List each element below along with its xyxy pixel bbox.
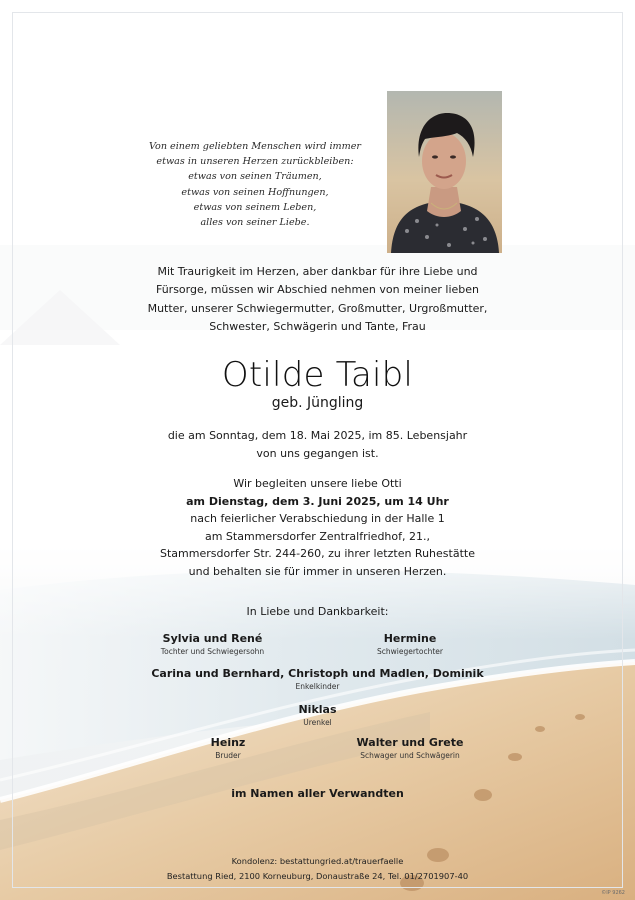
funeral-line: Stammersdorfer Str. 244-260, zu ihrer letzten Ruhestätte [160, 547, 475, 561]
mourner-entry [345, 736, 475, 761]
funeral-line: am Stammersdorfer Zentralfriedhof, 21., [204, 529, 430, 543]
funeral-home-address: Bestattung Ried, 2100 Korneuburg, Donaustraße 24, Tel. 01/2701907-40 [166, 870, 469, 881]
birth-name: geb. Jüngling [271, 395, 364, 411]
mourner-relation: Urenkel [303, 718, 332, 727]
funeral-line: und behalten sie für immer in unseren Herzen. [188, 564, 447, 578]
mourner-entry [100, 667, 535, 692]
mourner-name: Sylvia und René [162, 632, 263, 645]
condolence-link[interactable]: Kondolenz: bestattungried.at/trauerfaelle [231, 856, 404, 866]
mourner-name: Hermine [383, 632, 437, 645]
funeral-line: nach feierlicher Verabschiedung in der Halle 1 [190, 512, 445, 526]
mourner-name: Niklas [298, 703, 337, 716]
funeral-date-time: am Dienstag, dem 3. Juni 2025, um 14 Uhr [186, 494, 449, 508]
mourner-entry [150, 632, 275, 657]
intro-line: Schwester, Schwägerin und Tante, Frau [209, 319, 426, 333]
intro-text [100, 263, 535, 336]
poem-line: etwas von seinen Träumen, [188, 171, 322, 183]
mourner-entry [100, 703, 535, 728]
mourner-name: Heinz [210, 736, 246, 749]
mourner-relation: Enkelkinder [295, 682, 340, 691]
poem-line: alles von seiner Liebe. [200, 217, 310, 229]
mourner-relation: Schwager und Schwägerin [360, 751, 460, 760]
template-code: ©IP 9262 [601, 890, 625, 896]
mourner-name: Carina und Bernhard, Christoph und Madlen, Dominik [151, 667, 484, 680]
mourner-relation: Bruder [215, 751, 241, 760]
mourner-entry [350, 632, 470, 657]
intro-line: Mutter, unserer Schwiegermutter, Großmutter, Urgroßmutter, [147, 301, 488, 315]
poem-line: Von einem geliebten Menschen wird immer [149, 141, 361, 152]
intro-line: Mit Traurigkeit im Herzen, aber dankbar für ihre Liebe und [157, 265, 478, 278]
poem-line: etwas von seinem Leben, [193, 201, 317, 213]
closing-line: im Namen aller Verwandten [231, 787, 404, 800]
mourner-relation: Tochter und Schwiegersohn [160, 647, 265, 656]
poem-line: etwas von seinen Hoffnungen, [181, 186, 329, 198]
mourner-name: Walter und Grete [356, 736, 464, 749]
intro-line: Fürsorge, müssen wir Abschied nehmen von meiner lieben [155, 283, 480, 297]
portrait-photo [387, 91, 502, 253]
death-line: die am Sonntag, dem 18. Mai 2025, im 85. Lebensjahr [167, 429, 468, 442]
footer [100, 854, 535, 883]
poem-line: etwas in unseren Herzen zurückbleiben: [156, 156, 354, 168]
death-date-text [100, 427, 535, 462]
funeral-intro: Wir begleiten unsere liebe Otti [233, 477, 402, 490]
mourner-relation: Schwiegertochter [377, 647, 443, 656]
memorial-poem [140, 139, 370, 230]
deceased-name: Otilde Taibl [221, 355, 414, 395]
thanks-line: In Liebe und Dankbarkeit: [246, 605, 389, 618]
funeral-details [100, 475, 535, 581]
mourner-entry [168, 736, 288, 761]
death-line: von uns gegangen ist. [256, 446, 379, 460]
